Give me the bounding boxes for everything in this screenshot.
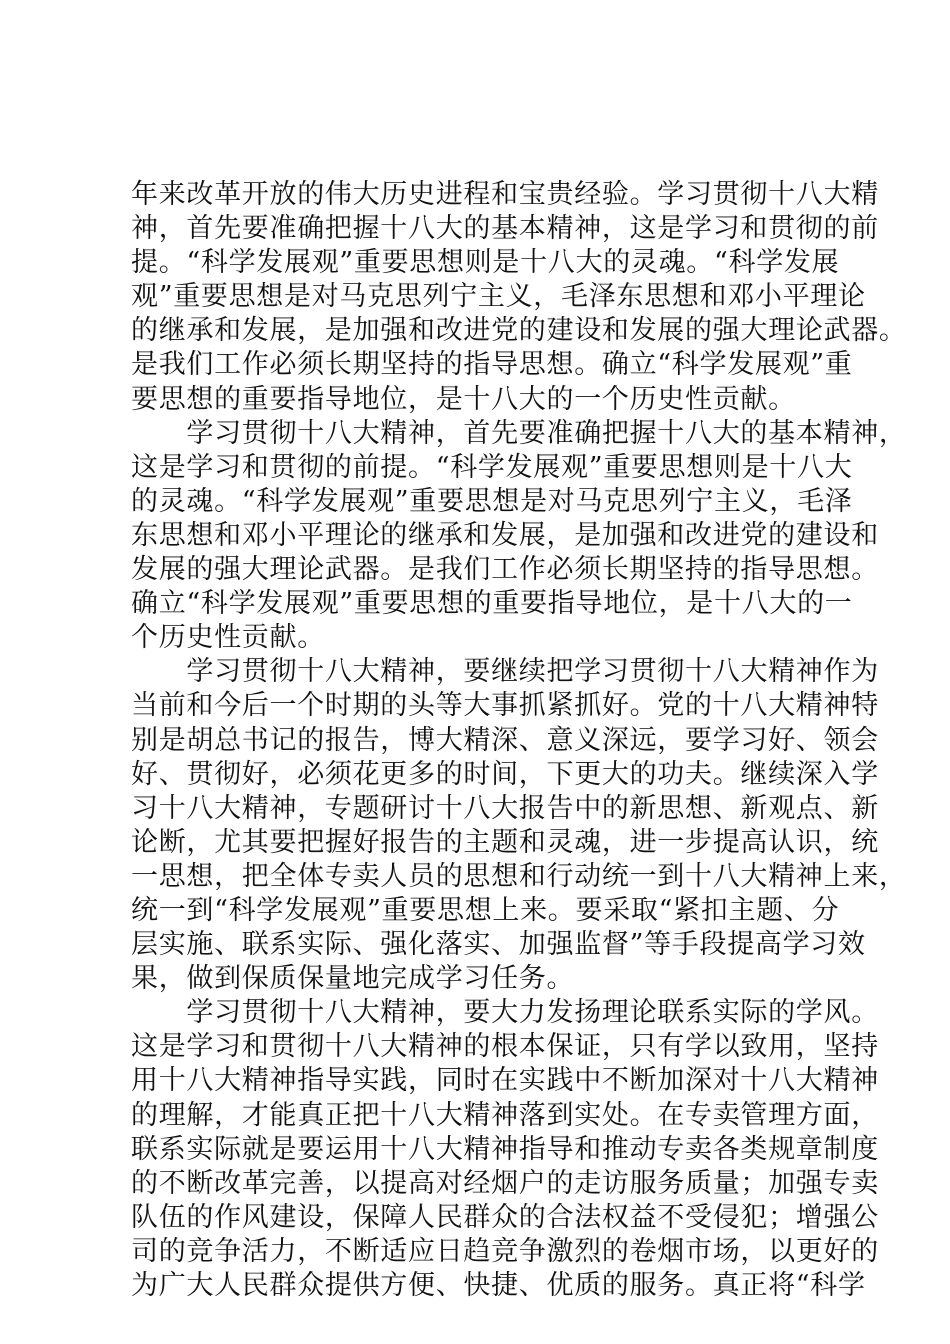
- text-line: 这是学习和贯彻十八大精神的根本保证，只有学以致用，坚持: [131, 1031, 879, 1063]
- text-line: 这是学习和贯彻的前提。“科学发展观”重要思想则是十八大: [131, 451, 853, 483]
- text-line: 当前和今后一个时期的头等大事抓紧抓好。党的十八大精神特: [131, 690, 879, 722]
- text-line: 联系实际就是要运用十八大精神指导和推动专卖各类规章制度: [131, 1133, 879, 1165]
- text-line: 提。“科学发展观”重要思想则是十八大的灵魂。“科学发展: [131, 247, 840, 279]
- text-line: 发展的强大理论武器。是我们工作必须长期坚持的指导思想。: [131, 554, 879, 586]
- text-line: 观”重要思想是对马克思列宁主义，毛泽东思想和邓小平理论: [131, 281, 866, 313]
- text-line: 要思想的重要指导地位，是十八大的一个历史性贡献。: [131, 383, 796, 415]
- text-line: 东思想和邓小平理论的继承和发展，是加强和改进党的建设和: [131, 519, 879, 551]
- text-line: 层实施、联系实际、强化落实、加强监督”等手段提高学习效: [131, 929, 866, 961]
- text-line: 的理解，才能真正把十八大精神落到实处。在专卖管理方面，: [131, 1099, 879, 1131]
- text-line: 学习贯彻十八大精神，要继续把学习贯彻十八大精神作为: [131, 656, 879, 688]
- text-line: 确立“科学发展观”重要思想的重要指导地位，是十八大的一: [131, 588, 853, 620]
- text-line: 学习贯彻十八大精神，首先要准确把握十八大的基本精神，: [131, 417, 907, 449]
- text-line: 司的竞争活力，不断适应日趋竞争激烈的卷烟市场，以更好的: [131, 1235, 879, 1267]
- text-line: 学习贯彻十八大精神，要大力发扬理论联系实际的学风。: [131, 997, 879, 1029]
- text-line: 队伍的作风建设，保障人民群众的合法权益不受侵犯；增强公: [131, 1201, 879, 1233]
- text-line: 个历史性贡献。: [131, 622, 325, 654]
- text-line: 论断，尤其要把握好报告的主题和灵魂，进一步提高认识，统: [131, 826, 879, 858]
- text-line: 的不断改革完善，以提高对经烟户的走访服务质量；加强专卖: [131, 1167, 879, 1199]
- text-line: 用十八大精神指导实践，同时在实践中不断加深对十八大精神: [131, 1065, 879, 1097]
- text-line: 的灵魂。“科学发展观”重要思想是对马克思列宁主义，毛泽: [131, 485, 853, 517]
- text-line: 年来改革开放的伟大历史进程和宝贵经验。学习贯彻十八大精: [131, 179, 879, 210]
- text-line: 神，首先要准确把握十八大的基本精神，这是学习和贯彻的前: [131, 213, 879, 245]
- text-line: 统一到“科学发展观”重要思想上来。要采取“紧扣主题、分: [131, 894, 840, 926]
- text-line: 别是胡总书记的报告，博大精深、意义深远，要学习好、领会: [131, 724, 879, 756]
- text-line: 的继承和发展，是加强和改进党的建设和发展的强大理论武器。: [131, 315, 907, 347]
- text-line: 好、贯彻好，必须花更多的时间，下更大的功夫。继续深入学: [131, 758, 879, 790]
- text-line: 为广大人民群众提供方便、快捷、优质的服务。真正将“科学: [131, 1270, 866, 1301]
- text-line: 一思想，把全体专卖人员的思想和行动统一到十八大精神上来，: [131, 860, 907, 892]
- body-text: [131, 178, 907, 1303]
- text-line: 是我们工作必须长期坚持的指导思想。确立“科学发展观”重: [131, 349, 853, 381]
- text-line: 习十八大精神，专题研讨十八大报告中的新思想、新观点、新: [131, 792, 879, 824]
- text-line: 果，做到保质保量地完成学习任务。: [131, 963, 575, 995]
